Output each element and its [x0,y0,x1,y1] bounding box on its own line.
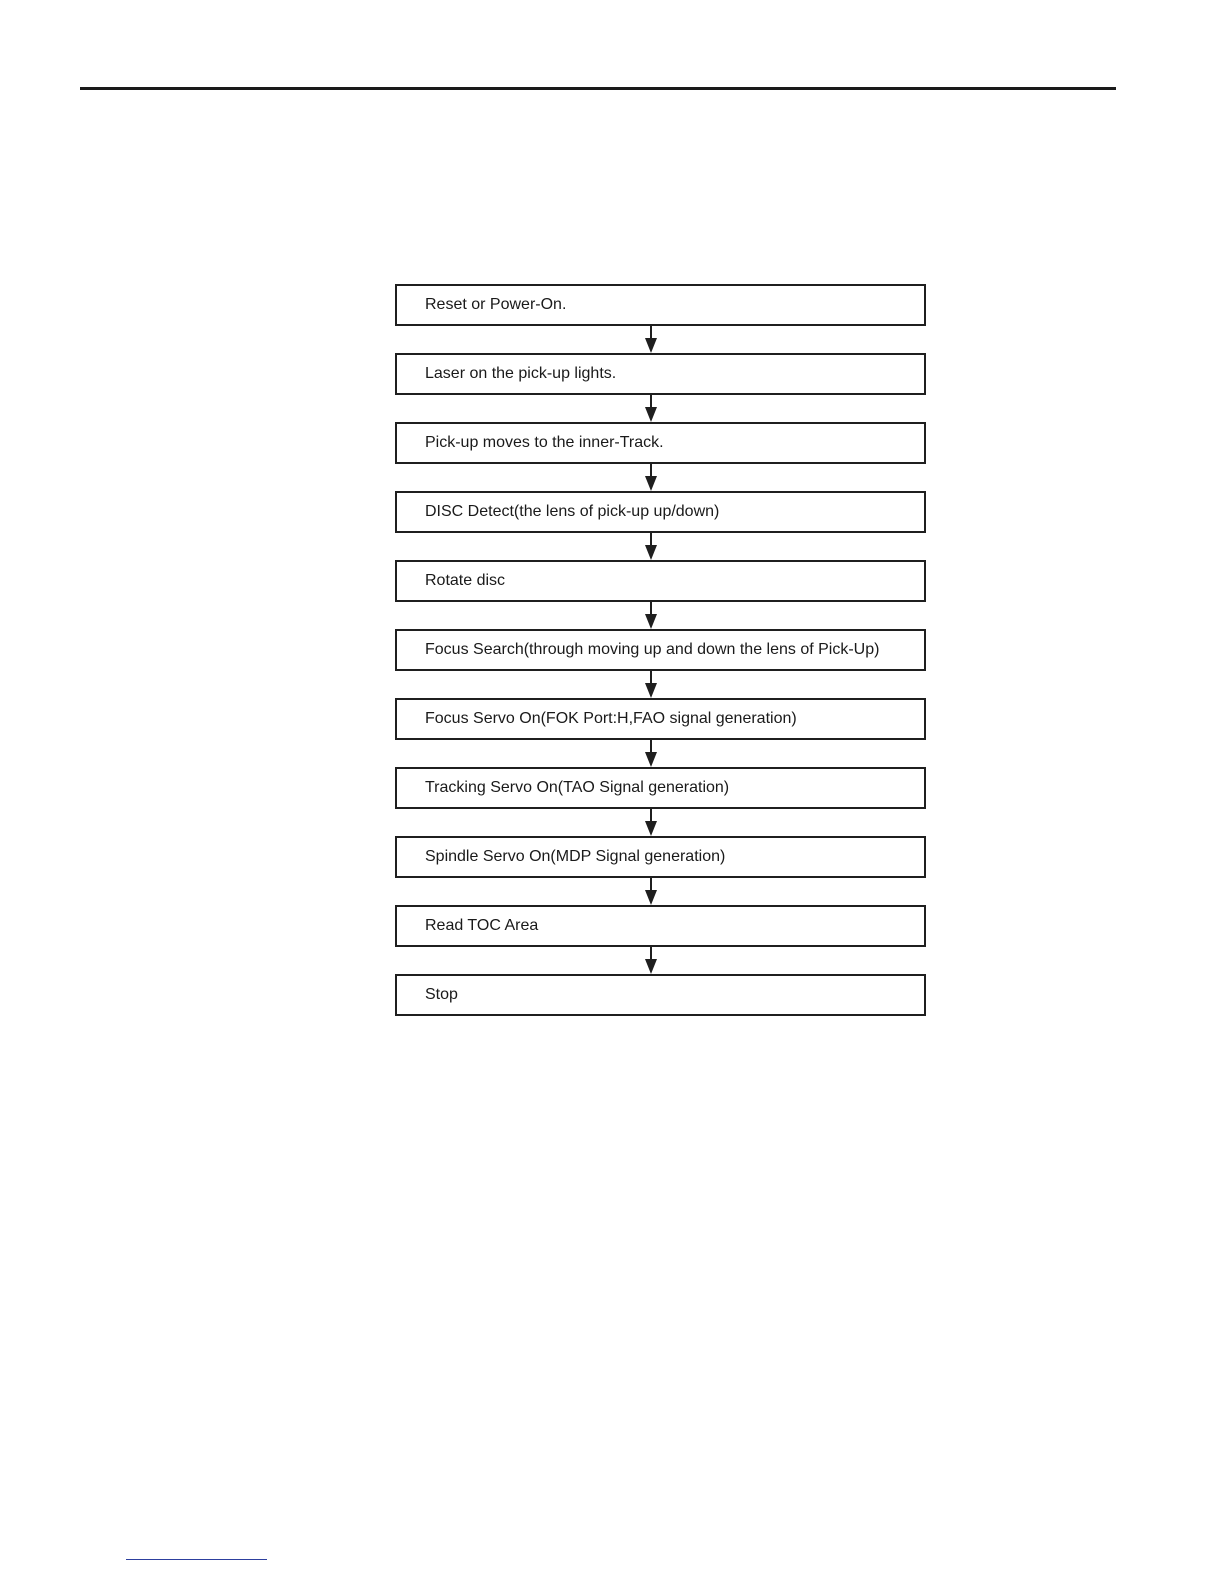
step-read-toc-area [395,905,926,947]
arrow-4 [645,533,657,560]
step-tracking-servo-on [395,767,926,809]
step-label: Reset or Power-On. [425,296,567,313]
arrow-8 [645,809,657,836]
arrow-7 [645,740,657,767]
step-label: Stop [425,986,458,1003]
step-laser-on [395,353,926,395]
footer-rule [126,1559,267,1560]
step-label: Laser on the pick-up lights. [425,365,617,382]
step-label: DISC Detect(the lens of pick-up up/down) [425,503,720,520]
arrow-5 [645,602,657,629]
step-label: Spindle Servo On(MDP Signal generation) [425,848,726,865]
step-focus-search [395,629,926,671]
step-stop [395,974,926,1016]
arrow-3 [645,464,657,491]
arrow-2 [645,395,657,422]
step-focus-servo-on [395,698,926,740]
step-label: Read TOC Area [425,917,539,934]
step-label: Focus Search(through moving up and down the lens of Pick-Up) [425,641,880,658]
arrow-9 [645,878,657,905]
step-label: Rotate disc [425,572,506,589]
step-label: Tracking Servo On(TAO Signal generation) [425,779,730,796]
arrow-6 [645,671,657,698]
step-reset-power-on [395,284,926,326]
arrow-10 [645,947,657,974]
step-disc-detect [395,491,926,533]
step-label: Pick-up moves to the inner-Track. [425,434,664,451]
step-label: Focus Servo On(FOK Port:H,FAO signal generation) [425,710,797,727]
step-rotate-disc [395,560,926,602]
step-pickup-inner-track [395,422,926,464]
arrow-1 [645,326,657,353]
step-spindle-servo-on [395,836,926,878]
